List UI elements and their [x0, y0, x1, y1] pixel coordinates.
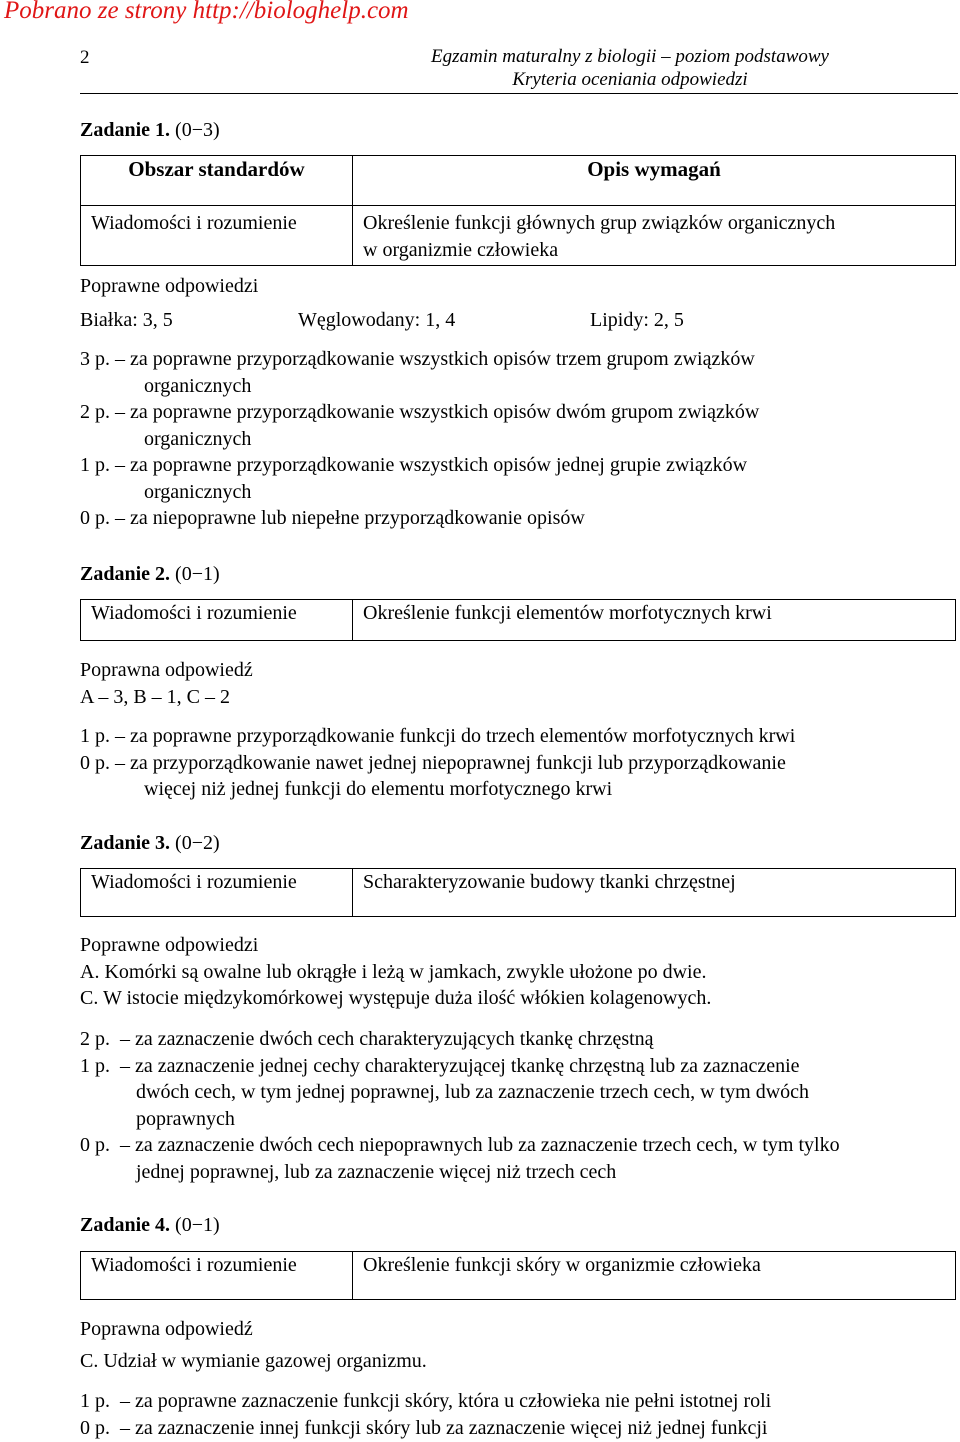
- task4-title-text: Zadanie 4.: [80, 1214, 171, 1236]
- task2-answers-label: Poprawna odpowiedź: [80, 659, 253, 681]
- score-text-cont: organicznych: [144, 427, 252, 450]
- task1-score-3: [80, 346, 956, 399]
- task4-answer: C. Udział w wymianie gazowej organizmu.: [80, 1350, 427, 1372]
- score-text-cont2: poprawnych: [136, 1107, 235, 1130]
- task1-title: [80, 117, 220, 144]
- task1-col2-line1: Określenie funkcji głównych grup związków organicznych: [363, 212, 836, 234]
- task1-answers-label: Poprawne odpowiedzi: [80, 275, 259, 297]
- task1-range: (0−3): [175, 119, 220, 141]
- task1-scoring: [80, 346, 956, 532]
- score-points: 0 p.: [80, 507, 110, 529]
- task2-col2-value: Określenie funkcji elementów morfotycznych krwi: [353, 600, 956, 641]
- task3-answers-label: Poprawne odpowiedzi: [80, 934, 259, 956]
- score-text: – za poprawne przyporządkowanie wszystkich opisów trzem grupom związków: [115, 348, 755, 370]
- task3-col1-value: Wiadomości i rozumienie: [81, 869, 353, 917]
- task2-range: (0−1): [175, 563, 220, 585]
- score-points: 2 p.: [80, 401, 110, 423]
- task1-col1-header: Obszar standardów: [81, 156, 353, 206]
- score-text: – za zaznaczenie jednej cechy charakteryzującej tkankę chrzęstną lub za zaznaczenie: [120, 1054, 800, 1077]
- score-points: 0 p.: [80, 751, 110, 774]
- watermark[interactable]: Pobrano ze strony http://biologhelp.com: [4, 0, 409, 24]
- task3-score-0: [80, 1132, 956, 1185]
- task2-title-text: Zadanie 2.: [80, 563, 171, 585]
- score-text: – za zaznaczenie innej funkcji skóry lub za zaznaczenie więcej niż jednej funkcji: [120, 1416, 768, 1439]
- score-text: – za przyporządkowanie nawet jednej niepoprawnej funkcji lub przyporządkowanie: [115, 751, 786, 774]
- task4-scoring: [80, 1388, 956, 1441]
- task3-score-2: [80, 1026, 956, 1053]
- task3-answer-a: A. Komórki są owalne lub okrągłe i leżą w jamkach, zwykle ułożone po dwie.: [80, 961, 707, 983]
- page-number: 2: [80, 47, 90, 68]
- task1-col2-value: [353, 206, 956, 266]
- task2-answer: A – 3, B – 1, C – 2: [80, 686, 231, 708]
- task3-col2-value: Scharakteryzowanie budowy tkanki chrzęstnej: [353, 869, 956, 917]
- task1-title-text: Zadanie 1.: [80, 119, 171, 141]
- task3-range: (0−2): [175, 832, 220, 854]
- task1-score-1: [80, 452, 956, 505]
- score-text-cont: więcej niż jednej funkcji do elementu morfotycznego krwi: [144, 778, 613, 800]
- score-text: – za niepoprawne lub niepełne przyporządkowanie opisów: [115, 507, 585, 529]
- task4-range: (0−1): [175, 1214, 220, 1236]
- task2-scoring: [80, 723, 956, 803]
- score-text: – za zaznaczenie dwóch cech niepoprawnych lub za zaznaczenie trzech cech, w tym tylko: [120, 1134, 840, 1156]
- score-text-cont: organicznych: [144, 480, 252, 503]
- score-text: – za zaznaczenie dwóch cech charakteryzujących tkankę chrzęstną: [120, 1028, 654, 1050]
- task3-requirements-table: [80, 868, 956, 917]
- header-title-line1: Egzamin maturalny z biologii – poziom podstawowy: [431, 46, 829, 67]
- task3-scoring: [80, 1026, 956, 1185]
- score-text: – za poprawne przyporządkowanie funkcji do trzech elementów morfotycznych krwi: [115, 725, 796, 747]
- score-text: – za poprawne zaznaczenie funkcji skóry, która u człowieka nie pełni istotnej roli: [120, 1390, 772, 1412]
- task2-score-1: [80, 723, 956, 750]
- score-points: 1 p.: [80, 1390, 110, 1412]
- task1-col2-line2: w organizmie człowieka: [363, 238, 559, 261]
- task3-title: [80, 830, 220, 857]
- task4-answers-label: Poprawna odpowiedź: [80, 1318, 253, 1340]
- task3-title-text: Zadanie 3.: [80, 832, 171, 854]
- task1-answer-carbohydrates: Węglowodany: 1, 4: [298, 309, 456, 331]
- task4-title: [80, 1212, 220, 1239]
- score-text: – za poprawne przyporządkowanie wszystkich opisów dwóm grupom związków: [115, 401, 760, 423]
- page-header: [300, 45, 960, 91]
- task3-score-1: [80, 1053, 956, 1133]
- header-divider: [80, 93, 958, 94]
- score-text-cont: organicznych: [144, 374, 252, 397]
- task2-title: [80, 561, 220, 588]
- task3-answer-c: C. W istocie międzykomórkowej występuje duża ilość włókien kolagenowych.: [80, 987, 712, 1009]
- task1-col2-header: Opis wymagań: [353, 156, 956, 206]
- score-points: 1 p.: [80, 725, 110, 747]
- score-points: 3 p.: [80, 348, 110, 370]
- task4-col1-value: Wiadomości i rozumienie: [81, 1252, 353, 1300]
- task1-score-0: [80, 505, 956, 532]
- task1-requirements-table: [80, 155, 956, 266]
- task1-answer-proteins: Białka: 3, 5: [80, 309, 173, 331]
- task4-score-1: [80, 1388, 956, 1415]
- task1-answer-lipids: Lipidy: 2, 5: [590, 309, 684, 331]
- score-text-cont: jednej poprawnej, lub za zaznaczenie więcej niż trzech cech: [136, 1160, 617, 1183]
- header-title-line2: Kryteria oceniania odpowiedzi: [512, 69, 748, 90]
- task1-score-2: [80, 399, 956, 452]
- task1-col1-value: Wiadomości i rozumienie: [81, 206, 353, 266]
- score-points: 2 p.: [80, 1028, 110, 1050]
- task4-col2-value: Określenie funkcji skóry w organizmie człowieka: [353, 1252, 956, 1300]
- task2-col1-value: Wiadomości i rozumienie: [81, 600, 353, 641]
- score-points: 1 p.: [80, 1054, 110, 1077]
- task2-score-0: [80, 750, 956, 803]
- task4-requirements-table: [80, 1251, 956, 1300]
- task4-score-0: [80, 1415, 956, 1442]
- score-points: 1 p.: [80, 454, 110, 476]
- score-text: – za poprawne przyporządkowanie wszystkich opisów jednej grupie związków: [115, 454, 748, 476]
- score-points: 0 p.: [80, 1134, 110, 1156]
- task2-requirements-table: [80, 599, 956, 641]
- score-text-cont: dwóch cech, w tym jednej poprawnej, lub za zaznaczenie trzech cech, w tym dwóch: [136, 1081, 810, 1103]
- score-points: 0 p.: [80, 1416, 110, 1439]
